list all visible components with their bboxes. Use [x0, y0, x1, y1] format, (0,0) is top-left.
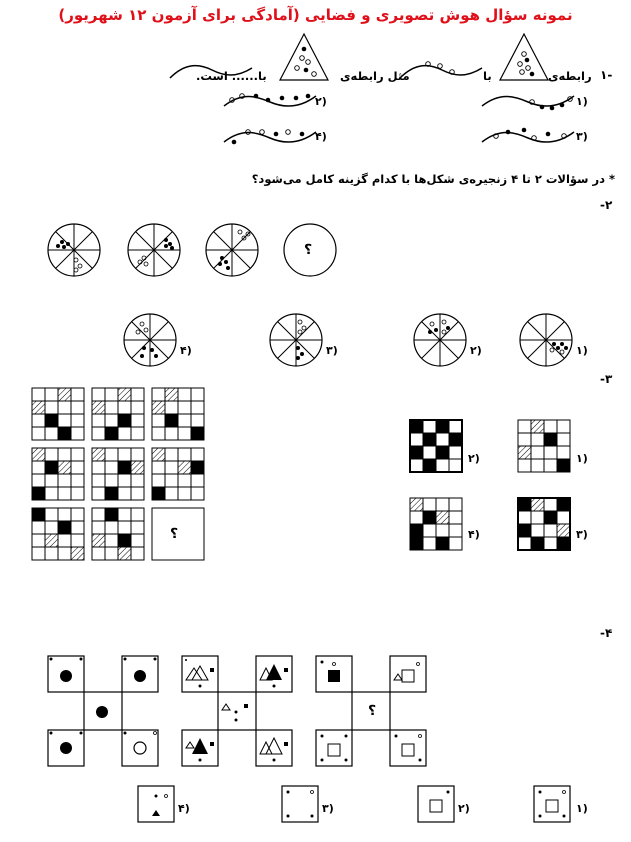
q4-option-4-label: ۴)	[178, 802, 190, 815]
q3-option-1-grid[interactable]	[518, 420, 570, 472]
q2-option-3-label: ۳)	[326, 344, 338, 357]
q4-number: -۴	[600, 626, 613, 640]
q3-unknown-mark: ؟	[170, 526, 179, 542]
q1-with2-label: با	[258, 69, 267, 83]
q4-option-4-box[interactable]	[136, 784, 176, 824]
q3-option-3-label: ۳)	[576, 528, 588, 541]
q3-option-4-label: ۴)	[468, 528, 480, 541]
q1-is-label: ...... است.	[196, 69, 259, 83]
q1-wave-left	[168, 60, 254, 84]
q4-option-2-label: ۲)	[458, 802, 470, 815]
q1-option-1-label: ۱)	[576, 95, 588, 108]
q4-unknown-mark: ؟	[368, 703, 377, 719]
q1-wave-right	[398, 60, 484, 84]
q2-option-4-circle[interactable]	[122, 312, 178, 368]
q2-option-4-label: ۴)	[180, 344, 192, 357]
q1-option-1-wave[interactable]	[480, 88, 576, 118]
q1-triangle-right	[498, 32, 550, 82]
q2-option-3-circle[interactable]	[268, 312, 324, 368]
q4-option-1-box[interactable]	[532, 784, 572, 824]
q1-option-4-wave[interactable]	[222, 122, 318, 152]
q4-group-2	[180, 654, 296, 770]
q1-option-3-label: ۳)	[576, 130, 588, 143]
q1-number: ۱-	[600, 68, 613, 82]
q2-option-1-label: ۱)	[576, 344, 588, 357]
q1-like-label: مثل رابطه‌ی	[340, 69, 410, 83]
q2-option-2-label: ۲)	[470, 344, 482, 357]
page-title: نمونه سؤال هوش تصویری و فضایی (آمادگی برای آزمون ۱۲ شهریور)	[58, 6, 573, 24]
q1-relation-label: رابطه‌ی	[548, 69, 592, 83]
q4-option-2-box[interactable]	[416, 784, 456, 824]
q1-with-label: با	[483, 69, 492, 83]
q1-option-3-wave[interactable]	[480, 122, 576, 152]
q2-option-1-circle[interactable]	[518, 312, 574, 368]
q2-number: -۲	[600, 198, 613, 212]
q3-number: -۳	[600, 372, 613, 386]
q1-option-4-label: ۴)	[315, 130, 327, 143]
q3-option-2-label: ۲)	[468, 452, 480, 465]
q4-option-1-label: ۱)	[576, 802, 588, 815]
q4-option-3-box[interactable]	[280, 784, 320, 824]
q2-seq-circle-1	[46, 222, 102, 278]
instruction-text: * در سؤالات ۲ تا ۴ زنجیره‌ی شکل‌ها با کدام گزینه کامل می‌شود؟	[251, 172, 615, 186]
q4-group-1	[46, 654, 162, 770]
q1-triangle-left	[278, 32, 330, 82]
q3-sequence-grids	[32, 388, 204, 558]
q1-option-2-wave[interactable]	[222, 88, 318, 118]
q3-option-3-grid[interactable]	[518, 498, 570, 550]
q3-option-1-label: ۱)	[576, 452, 588, 465]
q1-option-2-label: ۲)	[315, 95, 327, 108]
q2-option-2-circle[interactable]	[412, 312, 468, 368]
q2-unknown-mark: ؟	[304, 242, 313, 258]
q2-seq-circle-3	[204, 222, 260, 278]
q3-option-2-grid[interactable]	[410, 420, 462, 472]
q4-option-3-label: ۳)	[322, 802, 334, 815]
q3-option-4-grid[interactable]	[410, 498, 462, 550]
q2-seq-circle-2	[126, 222, 182, 278]
